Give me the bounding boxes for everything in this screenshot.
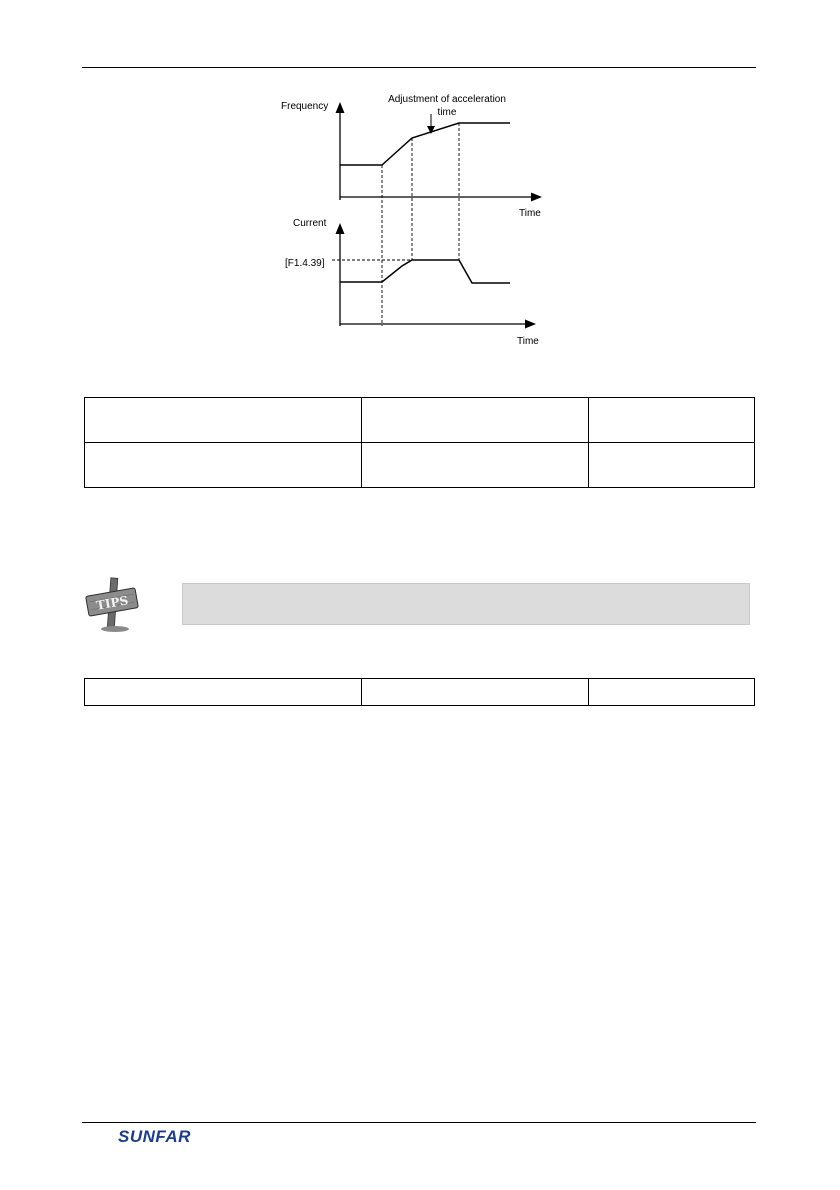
table-cell xyxy=(589,398,755,443)
table-cell xyxy=(362,443,589,488)
tips-box xyxy=(182,583,750,625)
table-cell xyxy=(85,398,362,443)
frequency-label: Frequency xyxy=(281,101,329,112)
header-rule xyxy=(82,67,756,68)
current-axis-arrow xyxy=(336,223,345,234)
current-curve xyxy=(340,260,510,283)
tips-signpost-icon xyxy=(80,574,144,634)
frequency-current-diagram xyxy=(270,88,570,358)
footer-rule xyxy=(82,1122,756,1123)
svg-text:TIPS: TIPS xyxy=(95,593,130,613)
time-label-top: Time xyxy=(519,208,541,219)
annotation-line-2: time xyxy=(437,107,457,118)
table-cell xyxy=(589,443,755,488)
parameter-table-1 xyxy=(84,397,755,488)
annotation-line-1: Adjustment of acceleration xyxy=(388,94,506,105)
table-row xyxy=(85,398,755,443)
parameter-table-2 xyxy=(84,678,755,706)
table-row xyxy=(85,443,755,488)
table-row xyxy=(85,679,755,706)
table-cell xyxy=(85,679,362,706)
frequency-curve xyxy=(340,123,510,165)
sunfar-logo: SUNFAR xyxy=(118,1127,191,1146)
table-cell xyxy=(362,398,589,443)
time-axis-top-arrow xyxy=(531,193,542,202)
frequency-axis-arrow xyxy=(336,102,345,113)
table-cell xyxy=(589,679,755,706)
table-cell xyxy=(85,443,362,488)
threshold-label: [F1.4.39] xyxy=(285,258,325,269)
table-cell xyxy=(362,679,589,706)
time-label-bottom: Time xyxy=(517,336,539,347)
time-axis-bottom-arrow xyxy=(525,320,536,329)
current-label: Current xyxy=(293,218,327,229)
